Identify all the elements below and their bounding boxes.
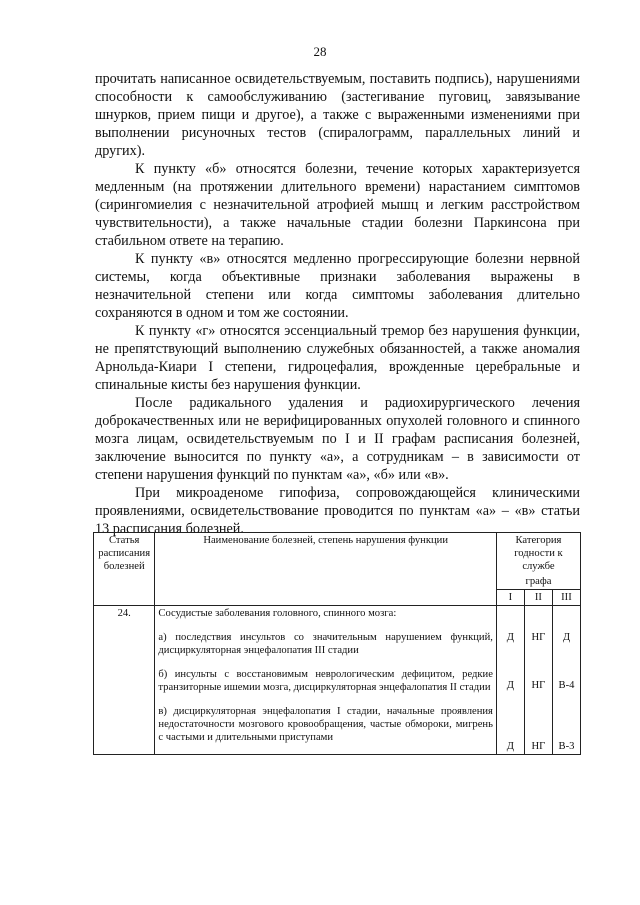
item-a-text: а) последствия инсультов со значительным нарушением функций, дисциркуляторная энцефалопатия III стадии [158,632,493,656]
header-disease-name: Наименование болезней, степень нарушения функции [155,533,497,606]
paragraph: При микроаденоме гипофиза, сопровождающейся клиническими проявлениями, освидетельствование проводится по пунктам «а» – «в» статьи 13 расписания болезней. [95,485,580,537]
grade-b-i: Д [506,680,515,691]
grade-c-i: Д [506,741,515,752]
paragraph: К пункту «в» относятся медленно прогрессирующие болезни нервной системы, когда объективные признаки заболевания выражены в незначительной степени или когда симптомы заболевания длительно сохраняются в одном и том же состоянии. [95,251,580,321]
article-number: 24. [94,606,155,755]
table-header-row [94,533,581,575]
disease-table [93,532,581,755]
grade-c-iii: В-3 [558,741,575,752]
header-column-i: I [496,590,524,606]
header-graph: графа [496,574,580,590]
grade-b-ii: НГ [531,680,546,691]
paragraph: К пункту «г» относятся эссенциальный тремор без нарушения функции, не препятствующий выполнению служебных обязанностей, а также аномалия Арнольда-Киари I степени, гидроцефалия, врожденные церебральные и спинальные кисты без нарушения функции. [95,323,580,393]
grade-a-ii: НГ [531,632,546,643]
header-category: Категория годности к службе [496,533,580,575]
header-article: Статья расписания болезней [94,533,155,606]
grade-column-i [496,606,524,755]
row-title: Сосудистые заболевания головного, спинного мозга: [158,608,397,619]
grade-a-iii: Д [562,632,571,643]
grade-column-iii [552,606,580,755]
paragraph: прочитать написанное освидетельствуемым, поставить подпись), нарушениями способности к самообслуживанию (застегивание пуговиц, завязывание шнурков, прием пищи и другое), а также с выраженными изменениями при выполнении рисуночных тестов (спиралограмм, параллельных линий и других). [95,71,580,159]
body-text [95,70,580,538]
table-row [94,606,581,755]
grade-b-iii: В-4 [558,680,575,691]
item-c-text: в) дисциркуляторная энцефалопатия I стадии, начальные проявления недостаточности мозгового кровообращения, частые обмороки, мигрень с частыми и длительными приступами [158,706,493,743]
grade-c-ii: НГ [531,741,546,752]
paragraph: К пункту «б» относятся болезни, течение которых характеризуется медленным (на протяжении длительного времени) нарастанием симптомов (сирингомиелия с незначительной атрофией мышц и легким расстройством чувствительности), а также начальные стадии болезни Паркинсона при стабильном ответе на терапию. [95,161,580,249]
paragraph: После радикального удаления и радиохирургического лечения доброкачественных или не верифицированных опухолей головного и спинного мозга лицам, освидетельствуемым по I и II графам расписания болезней, заключение выносится по пункту «а», а сотрудникам – в зависимости от степени нарушения функций по пунктам «а», «б» или «в». [95,395,580,483]
header-column-ii: II [524,590,552,606]
page-number: 28 [313,44,327,59]
grade-a-i: Д [506,632,515,643]
disease-description [155,606,497,755]
item-b-text: б) инсульты с восстановимым неврологическим дефицитом, редкие транзиторные ишемии мозга, дисциркуляторная энцефалопатия II стадии [158,669,493,693]
header-column-iii: III [552,590,580,606]
grade-column-ii [524,606,552,755]
